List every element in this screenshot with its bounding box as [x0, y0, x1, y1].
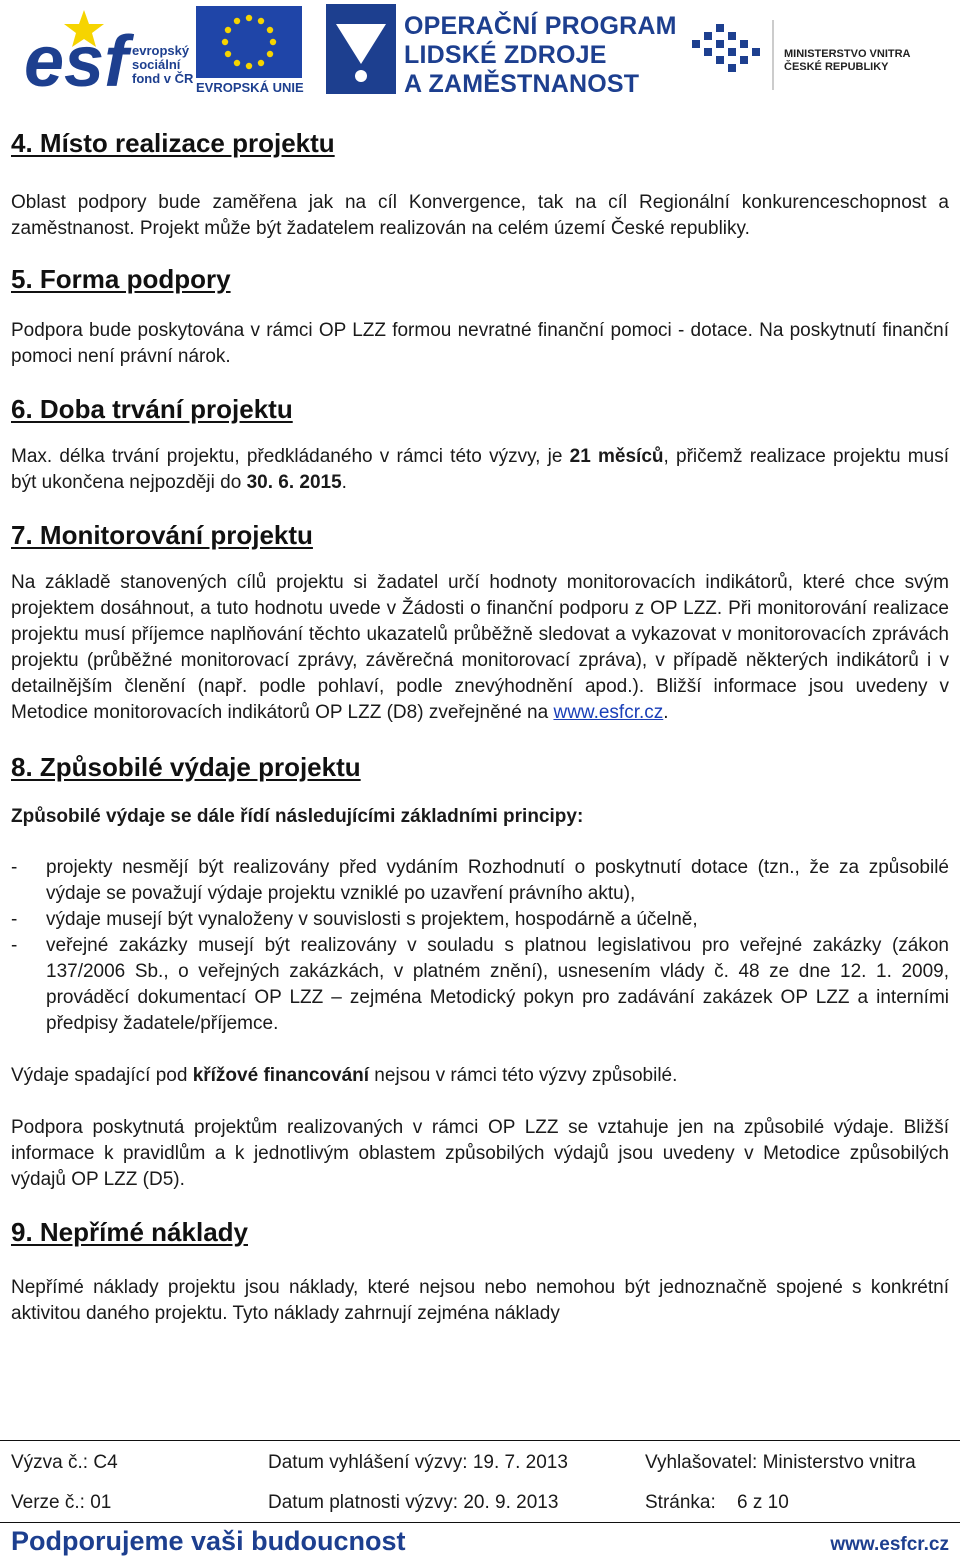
section-9-heading: 9. Nepřímé náklady: [11, 1217, 248, 1247]
section-6-text: Max. délka trvání projektu, předkládaného v rámci této výzvy, je 21 měsíců, přičemž realizace projektu musí být ukončena nejpozději do 30. 6. 2015.: [11, 446, 949, 493]
list-item: - výdaje musejí být vynaloženy v souvislosti s projektem, hospodárně a účelně,: [11, 907, 949, 933]
esfcr-link[interactable]: www.esfcr.cz: [553, 702, 664, 723]
list-item: - projekty nesmějí být realizovány před vydáním Rozhodnutí o poskytnutí dotace (tzn., že za způsobilé výdaje se považují výdaje projektu vzniklé po uzavření právního aktu),: [11, 855, 949, 907]
call-number: Výzva č.: C4: [11, 1452, 118, 1473]
logo-header: [0, 0, 960, 106]
eu-flag-icon: [196, 6, 302, 78]
cross-financing-text: Výdaje spadající pod křížové financování nejsou v rámci této výzvy způsobilé.: [11, 1065, 678, 1086]
page-label: Stránka:: [645, 1492, 716, 1513]
support-text: Podpora poskytnutá projektům realizovaných v rámci OP LZZ se vztahuje jen na způsobilé výdaje. Bližší informace k pravidlům a k jednotlivým oblastem způsobilých výdajů jsou uvedeny v Metodice způsobilých výdajů OP LZZ (D5).: [11, 1117, 949, 1190]
footer-website[interactable]: www.esfcr.cz: [830, 1534, 949, 1555]
announcer: Vyhlašovatel: Ministerstvo vnitra: [645, 1452, 916, 1473]
deadline-date: 30. 6. 2015: [246, 472, 342, 493]
section-5-text: Podpora bude poskytována v rámci OP LZZ formou nevratné finanční pomoci - dotace. Na poskytnutí finanční pomoci není právní nárok.: [11, 320, 949, 367]
footer-slogan: Podporujeme vaši budoucnost: [11, 1526, 406, 1556]
page-footer: [0, 1440, 960, 1564]
section-4-heading: 4. Místo realizace projektu: [11, 128, 335, 158]
section-8-subheading: Způsobilé výdaje se dále řídí následujícími základními principy:: [11, 806, 584, 827]
page-number: 6 z 10: [737, 1492, 789, 1513]
section-8-heading: 8. Způsobilé výdaje projektu: [11, 752, 361, 782]
version: Verze č.: 01: [11, 1492, 112, 1513]
announce-date: Datum vyhlášení výzvy: 19. 7. 2013: [268, 1452, 568, 1473]
section-7-heading: 7. Monitorování projektu: [11, 520, 313, 550]
op-lzz-icon: [326, 4, 396, 94]
eu-flag-logo: EVROPSKÁ UNIE: [196, 6, 302, 78]
max-duration: 21 měsíců: [569, 446, 664, 467]
footer-divider-2: [0, 1522, 960, 1523]
ministry-logo: MINISTERSTVO VNITRA ČESKÉ REPUBLIKY: [688, 10, 780, 96]
eligible-costs-list: [11, 855, 949, 1037]
document-body: [11, 128, 949, 1327]
section-7-text: Na základě stanovených cílů projektu si žadatel určí hodnoty monitorovacích indikátorů, které chce svým projektem dosáhnout, a tuto hodnotu uvede v Žádosti o finanční podporu z OP LZZ. Při monitorování realizace projektu musí příjemce naplňování těchto ukazatelů průběžně sledovat a vykazovat v monitorovacích zprávách projektu (průběžné monitorovací zprávy, závěrečná monitorovací zpráva), v případě některých indikátorů i v detailnějším členění (např. podle pohlaví, podle znevýhodnění apod.). Bližší informace jsou uvedeny v Metodice monitorovacích indikátorů OP LZZ (D8) zveřejněné na www.esfcr.cz.: [11, 572, 949, 723]
section-6-heading: 6. Doba trvání projektu: [11, 394, 293, 424]
op-lzz-logo: OPERAČNÍ PROGRAM LIDSKÉ ZDROJE A ZAMĚSTNANOST: [326, 4, 396, 94]
svg-text:esf: esf: [24, 22, 129, 94]
section-4-text: Oblast podpory bude zaměřena jak na cíl Konvergence, tak na cíl Regionální konkurenceschopnost a zaměstnanost. Projekt může být žadatelem realizován na celém území České republiky.: [11, 192, 949, 239]
footer-divider: [0, 1440, 960, 1441]
section-9-text: Nepřímé náklady projektu jsou náklady, které nejsou nebo nemohou být jednoznačně spojené s konkrétní aktivitou daného projektu. Tyto náklady zahrnují zejména náklady: [11, 1277, 949, 1324]
section-5-heading: 5. Forma podpory: [11, 264, 231, 294]
valid-date: Datum platnosti výzvy: 20. 9. 2013: [268, 1492, 559, 1513]
esf-logo: esf evropský sociální fond v ČR: [24, 6, 199, 94]
list-item: - veřejné zakázky musejí být realizovány v souladu s platnou legislativou pro veřejné zakázky (zákon 137/2006 Sb., o veřejných zakázkách, v platném znění), usnesením vlády č. 48 ze dne 12. 1. 2009, prováděcí dokumentací OP LZZ – zejména Metodický pokyn pro zadávání zakázek OP LZZ a interními předpisy žadatele/příjemce.: [11, 933, 949, 1037]
ministry-emblem-icon: [688, 10, 780, 96]
